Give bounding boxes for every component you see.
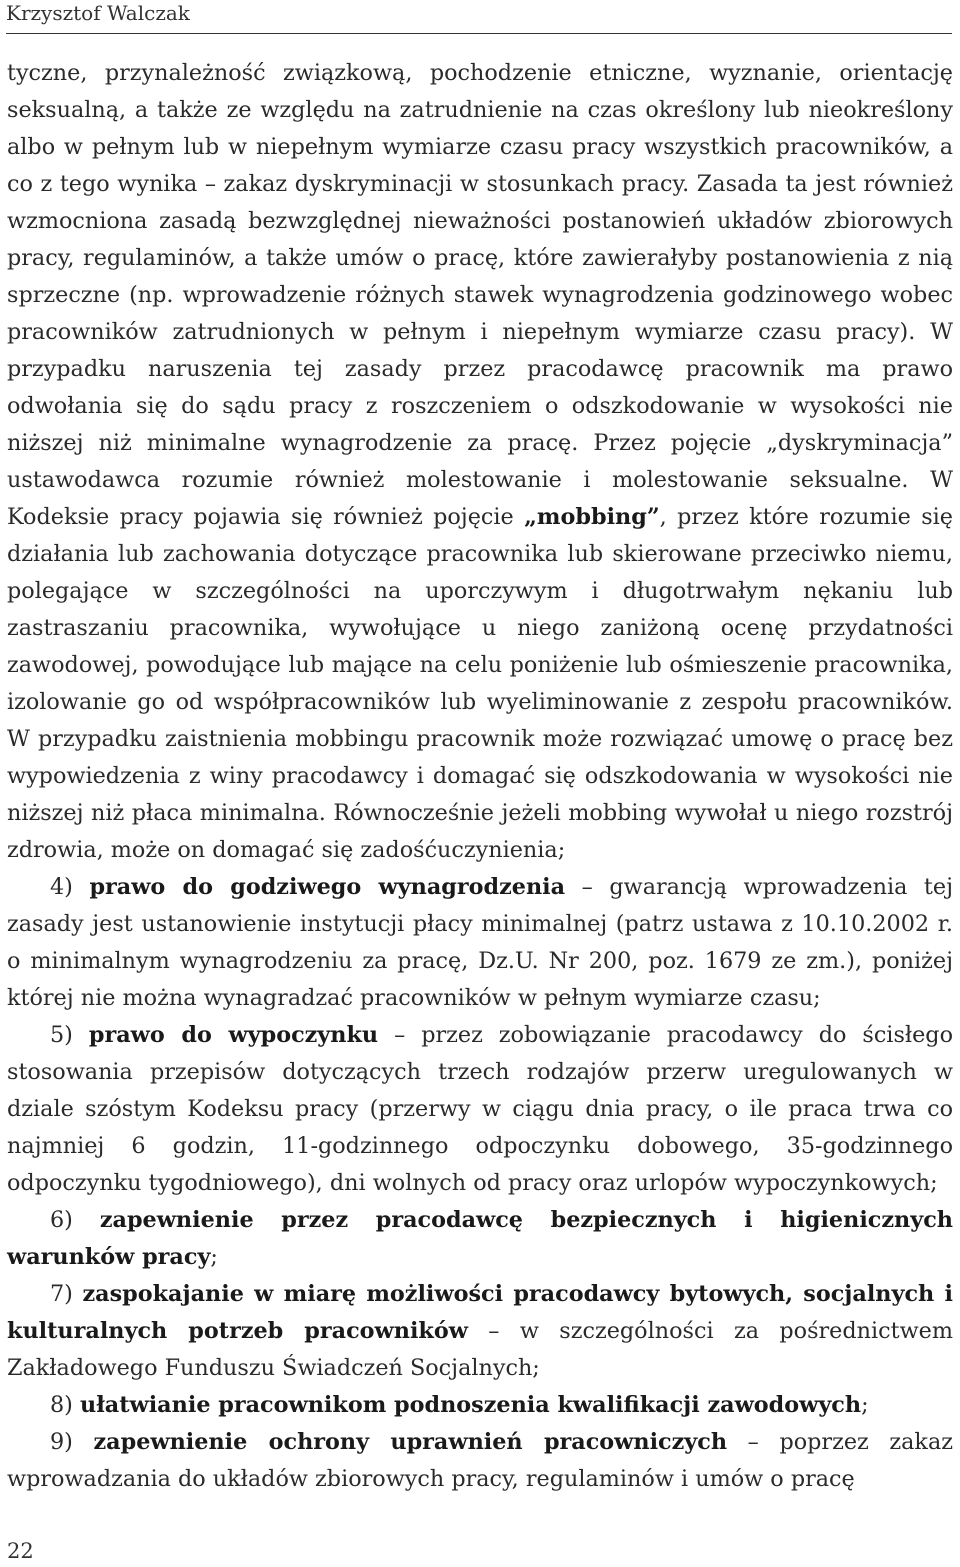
list-item-6 [7,1202,953,1276]
list-item-8 [7,1387,953,1424]
item-heading: zaspokajanie w miarę możliwości pracodawcy bytowych, socjalnych i kulturalnych potrzeb pracowników [7,1281,953,1344]
page-number: 22 [7,1539,34,1563]
item-heading: zapewnienie przez pracodawcę bezpiecznych i higienicznych warunków pracy [7,1207,953,1270]
text-run: tyczne, przynależność związkową, pochodzenie etniczne, wyznanie, orientację seksualną, a także ze względu na zatrudnienie na czas określony lub nieokreślony albo w pełnym lub w niepełnym wymiarze czasu pracy wszystkich pracowników, a co z tego wynika – zakaz dyskryminacji w stosunkach pracy. Zasada ta jest również wzmocniona zasadą bezwzględnej nieważności postanowień układów zbiorowych pracy, regulaminów, a także umów o pracę, które zawierałyby postanowienia z nią sprzeczne (np. wprowadzenie różnych stawek wynagrodzenia godzinowego wobec pracowników zatrudnionych w pełnym i niepełnym wymiarze czasu pracy). W przypadku naruszenia tej zasady przez pracodawcę pracownik ma prawo odwołania się do sądu pracy z roszczeniem o odszkodowanie w wysokości nie niższej niż minimalne wynagrodzenie za pracę. Przez pojęcie „dyskryminacja” ustawodawca rozumie również molestowanie i molestowanie seksualne. W Kodeksie pracy pojawia się również pojęcie [7,60,953,530]
list-item-4 [7,869,953,1017]
item-text: – poprzez zakaz wprowadzania do układów zbiorowych pracy, regulaminów i umów o pracę [7,1429,953,1492]
body-text [7,55,953,1498]
item-text: – gwarancją wprowadzenia tej zasady jest ustanowienie instytucji płacy minimalnej (patrz ustawa z 10.10.2002 r. o minimalnym wynagrodzeniu za pracę, Dz.U. Nr 200, poz. 1679 ze zm.), poniżej której nie można wynagradzać pracowników w pełnym wymiarze czasu; [7,874,953,1011]
item-heading: zapewnienie ochrony uprawnień pracowniczych [93,1429,728,1455]
running-header [6,0,952,34]
item-text: ; [861,1392,869,1418]
item-text: – w szczególności za pośrednictwem Zakładowego Funduszu Świadczeń Socjalnych; [7,1318,953,1381]
header-author: Krzysztof Walczak [6,1,190,25]
item-number: 5) [50,1022,89,1048]
item-number: 9) [50,1429,94,1455]
item-number: 6) [50,1207,100,1233]
bold-term: „mobbing” [524,504,660,530]
text-run: , przez które rozumie się działania lub zachowania dotyczące pracownika lub skierowane przeciwko niemu, polegające w szczególności na uporczywym i długotrwałym nękaniu lub zastraszaniu pracownika, wywołujące u niego zaniżoną ocenę przydatności zawodowej, powodujące lub mające na celu poniżenie lub ośmieszenie pracownika, izolowanie go od współpracowników lub wyeliminowanie z zespołu pracowników. W przypadku zaistnienia mobbingu pracownik może rozwiązać umowę o pracę bez wypowiedzenia z winy pracodawcy i domagać się odszkodowania w wysokości nie niższej niż płaca minimalna. Równocześnie jeżeli mobbing wywołał u niego rozstrój zdrowia, może on domagać się zadośćuczynienia; [7,504,953,863]
list-item-5 [7,1017,953,1202]
item-heading: prawo do godziwego wynagrodzenia [89,874,566,900]
item-heading: prawo do wypoczynku [88,1022,379,1048]
item-number: 7) [50,1281,83,1307]
item-number: 4) [50,874,90,900]
item-text: ; [210,1244,218,1270]
item-number: 8) [50,1392,80,1418]
item-heading: ułatwianie pracownikom podnoszenia kwalifikacji zawodowych [79,1392,862,1418]
list-item-9 [7,1424,953,1498]
list-item-7 [7,1276,953,1387]
item-text: – przez zobowiązanie pracodawcy do ścisłego stosowania przepisów dotyczących trzech rodzajów przerw uregulowanych w dziale szóstym Kodeksu pracy (przerwy w ciągu dnia pracy, o ile praca trwa co najmniej 6 godzin, 11-godzinnego odpoczynku dobowego, 35-godzinnego odpoczynku tygodniowego), dni wolnych od pracy oraz urlopów wypoczynkowych; [7,1022,954,1196]
paragraph-continued [7,55,953,869]
